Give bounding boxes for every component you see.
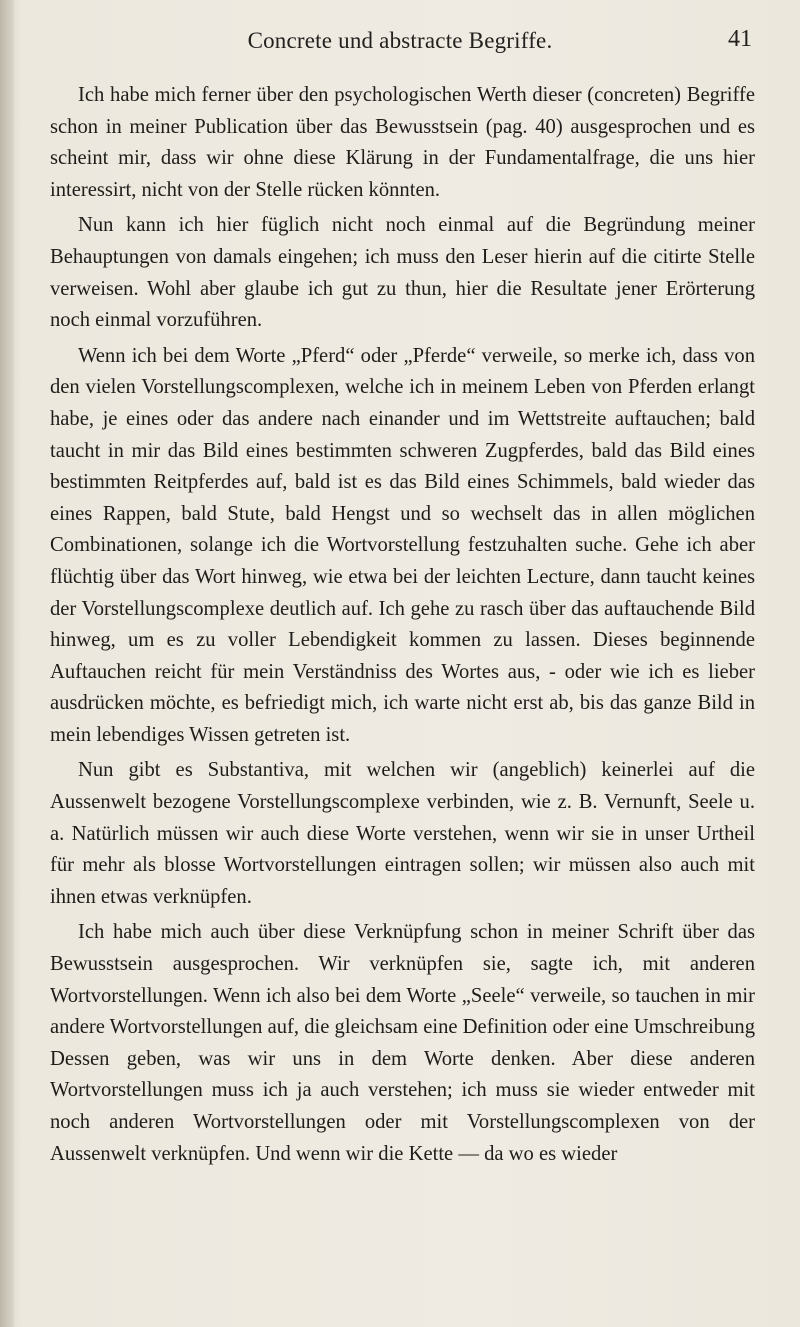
page-spine-shadow [0,0,14,1327]
paragraph-2: Nun kann ich hier füglich nicht noch einmal auf die Begründung meiner Behauptungen von damals eingehen; ich muss den Leser hierin auf die citirte Stelle verweisen. Wohl aber glaube ich gut zu thun, hier die Resultate jener Erörterung noch einmal vorzuführen. [50,214,755,332]
paragraph-3: Wenn ich bei dem Worte „Pferd“ oder „Pferde“ verweile, so merke ich, dass von den vielen Vorstellungscomplexen, welche ich in meinem Leben von Pferden erlangt habe, je eines oder das andere nach einander und im Wettstreite auftauchen; bald taucht in mir das Bild eines bestimmten schweren Zugpferdes, bald das Bild eines bestimmten Reitpferdes auf, bald ist es das Bild eines Schimmels, bald wieder das eines Rappen, bald Stute, bald Hengst und so wechselt das in allen möglichen Combinationen, solange ich die Wortvorstellung festzuhalten suche. Gehe ich aber flüchtig über das Wort hinweg, wie etwa bei der leichten Lecture, dann taucht keines der Vorstellungscomplexe deutlich auf. Ich gehe zu rasch über das auftauchende Bild hinweg, um es zu voller Lebendigkeit kommen zu lassen. Dieses beginnende Auftauchen reicht für mein Verständniss des Wortes aus, - oder wie ich es lieber ausdrücken möchte, es befriedigt mich, ich warte nicht erst ab, bis das ganze Bild in mein lebendiges Wissen getreten ist. [50,344,755,746]
body-text [50,80,755,1174]
running-title: Concrete und abstracte Begriffe. [247,28,553,53]
page-header [0,22,800,62]
paragraph-4: Nun gibt es Substantiva, mit welchen wir (angeblich) keinerlei auf die Aussenwelt bezogene Vorstellungscomplexe verbinden, wie z. B. Vernunft, Seele u. a. Natürlich müssen wir auch diese Worte verstehen, wenn wir sie in unser Urtheil für mehr als blosse Wortvorstellungen eintragen sollen; wir müssen also auch mit ihnen etwas verknüpfen. [50,759,755,908]
paragraph-1: Ich habe mich ferner über den psychologischen Werth dieser (concreten) Begriffe schon in meiner Publication über das Bewusstsein (pag. 40) ausgesprochen und es scheint mir, dass wir ohne diese Klärung in der Fundamentalfrage, die uns hier interessirt, nicht von der Stelle rücken könnten. [50,84,755,201]
page-number: 41 [728,26,752,52]
paragraph-5: Ich habe mich auch über diese Verknüpfung schon in meiner Schrift über das Bewusstsein ausgesprochen. Wir verknüpfen sie, sagte ich, mit anderen Wortvorstellungen. Wenn ich also bei dem Worte „Seele“ verweile, so tauchen in mir andere Wortvorstellungen auf, die gleichsam eine Definition oder eine Umschreibung Dessen geben, was wir uns in dem Worte denken. Aber diese anderen Wortvorstellungen muss ich ja auch verstehen; ich muss sie wieder entweder mit noch anderen Wortvorstellungen oder mit Vorstellungscomplexen von der Aussenwelt verknüpfen. Und wenn wir die Kette — da wo es wieder [50,921,755,1165]
